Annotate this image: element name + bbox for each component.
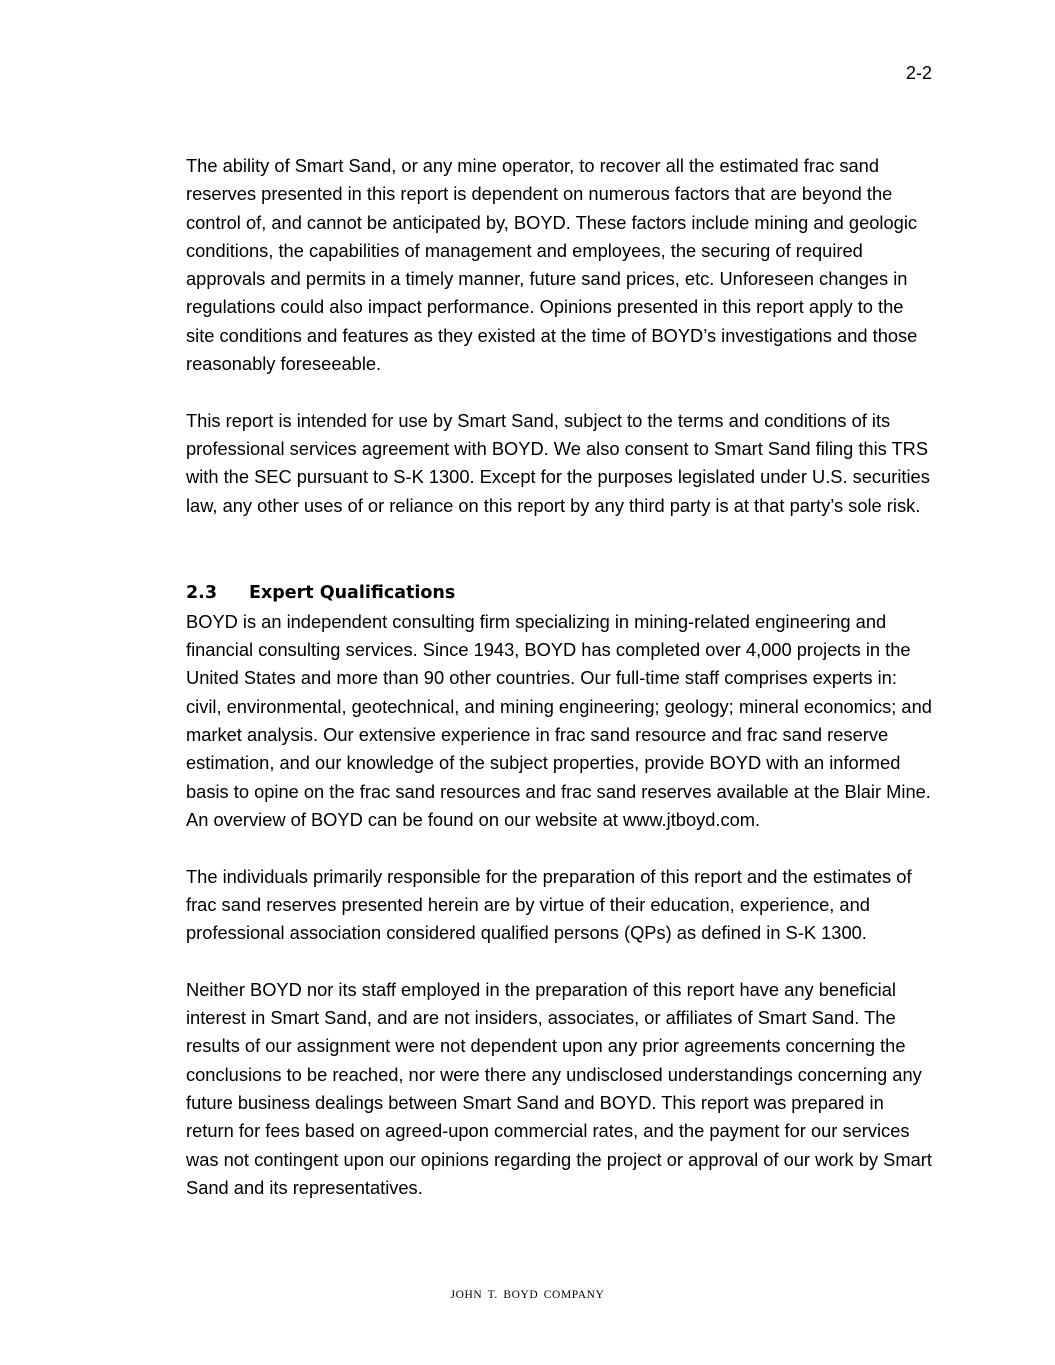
paragraph-recovery-factors: The ability of Smart Sand, or any mine operator, to recover all the estimated frac sand reserves presented in this report is dependent on numerous factors that are beyond the control of, and cannot be anticipated by, BOYD. These factors include mining and geologic conditions, the capabilities of management and employees, the securing of required approvals and permits in a timely manner, future sand prices, etc. Unforeseen changes in regulations could also impact performance. Opinions presented in this report apply to the site conditions and features as they existed at the time of BOYD’s investigations and those reasonably foreseeable. [186,155,918,375]
section-heading [186,582,936,604]
section-number: 2.3 [186,582,218,603]
section-expert-qualifications [186,582,936,1202]
footer-company-name: JOHN T. BOYD COMPANY [450,1289,605,1301]
paragraph-qualified-persons: The individuals primarily responsible for the preparation of this report and the estimates of frac sand reserves presented herein are by virtue of their education, experience, and professional association considered qualified persons (QPs) as defined in S-K 1300. [186,865,912,944]
paragraph-intended-use: This report is intended for use by Smart Sand, subject to the terms and conditions of its professional services agreement with BOYD. We also consent to Smart Sand filing this TRS with the SEC pursuant to S-K 1300. Except for the purposes legislated under U.S. securities law, any other uses of or reliance on this report by any third party is at that party’s sole risk. [186,409,930,516]
paragraph-independence: Neither BOYD nor its staff employed in the preparation of this report have any beneficial interest in Smart Sand, and are not insiders, associates, or affiliates of Smart Sand. The results of our assignment were not dependent upon any prior agreements concerning the conclusions to be reached, nor were there any undisclosed understandings concerning any future business dealings between Smart Sand and BOYD. This report was prepared in return for fees based on agreed-upon commercial rates, and the payment for our services was not contingent upon our opinions regarding the project or approval of our work by Smart Sand and its representatives. [186,978,932,1198]
page-number: 2-2 [905,63,932,83]
paragraph-boyd-overview: BOYD is an independent consulting firm specializing in mining-related engineering and financial consulting services. Since 1943, BOYD has completed over 4,000 projects in the United States and more than 90 other countries. Our full-time staff comprises experts in: civil, environmental, geotechnical, and mining engineering; geology; mineral economics; and market analysis. Our extensive experience in frac sand resource and frac sand reserve estimation, and our knowledge of the subject properties, provide BOYD with an informed basis to opine on the frac sand resources and frac sand reserves available at the Blair Mine. An overview of BOYD can be found on our website at www.jtboyd.com. [186,610,932,830]
section-title: Expert Qualifications [249,582,456,603]
document-body [186,152,936,1202]
